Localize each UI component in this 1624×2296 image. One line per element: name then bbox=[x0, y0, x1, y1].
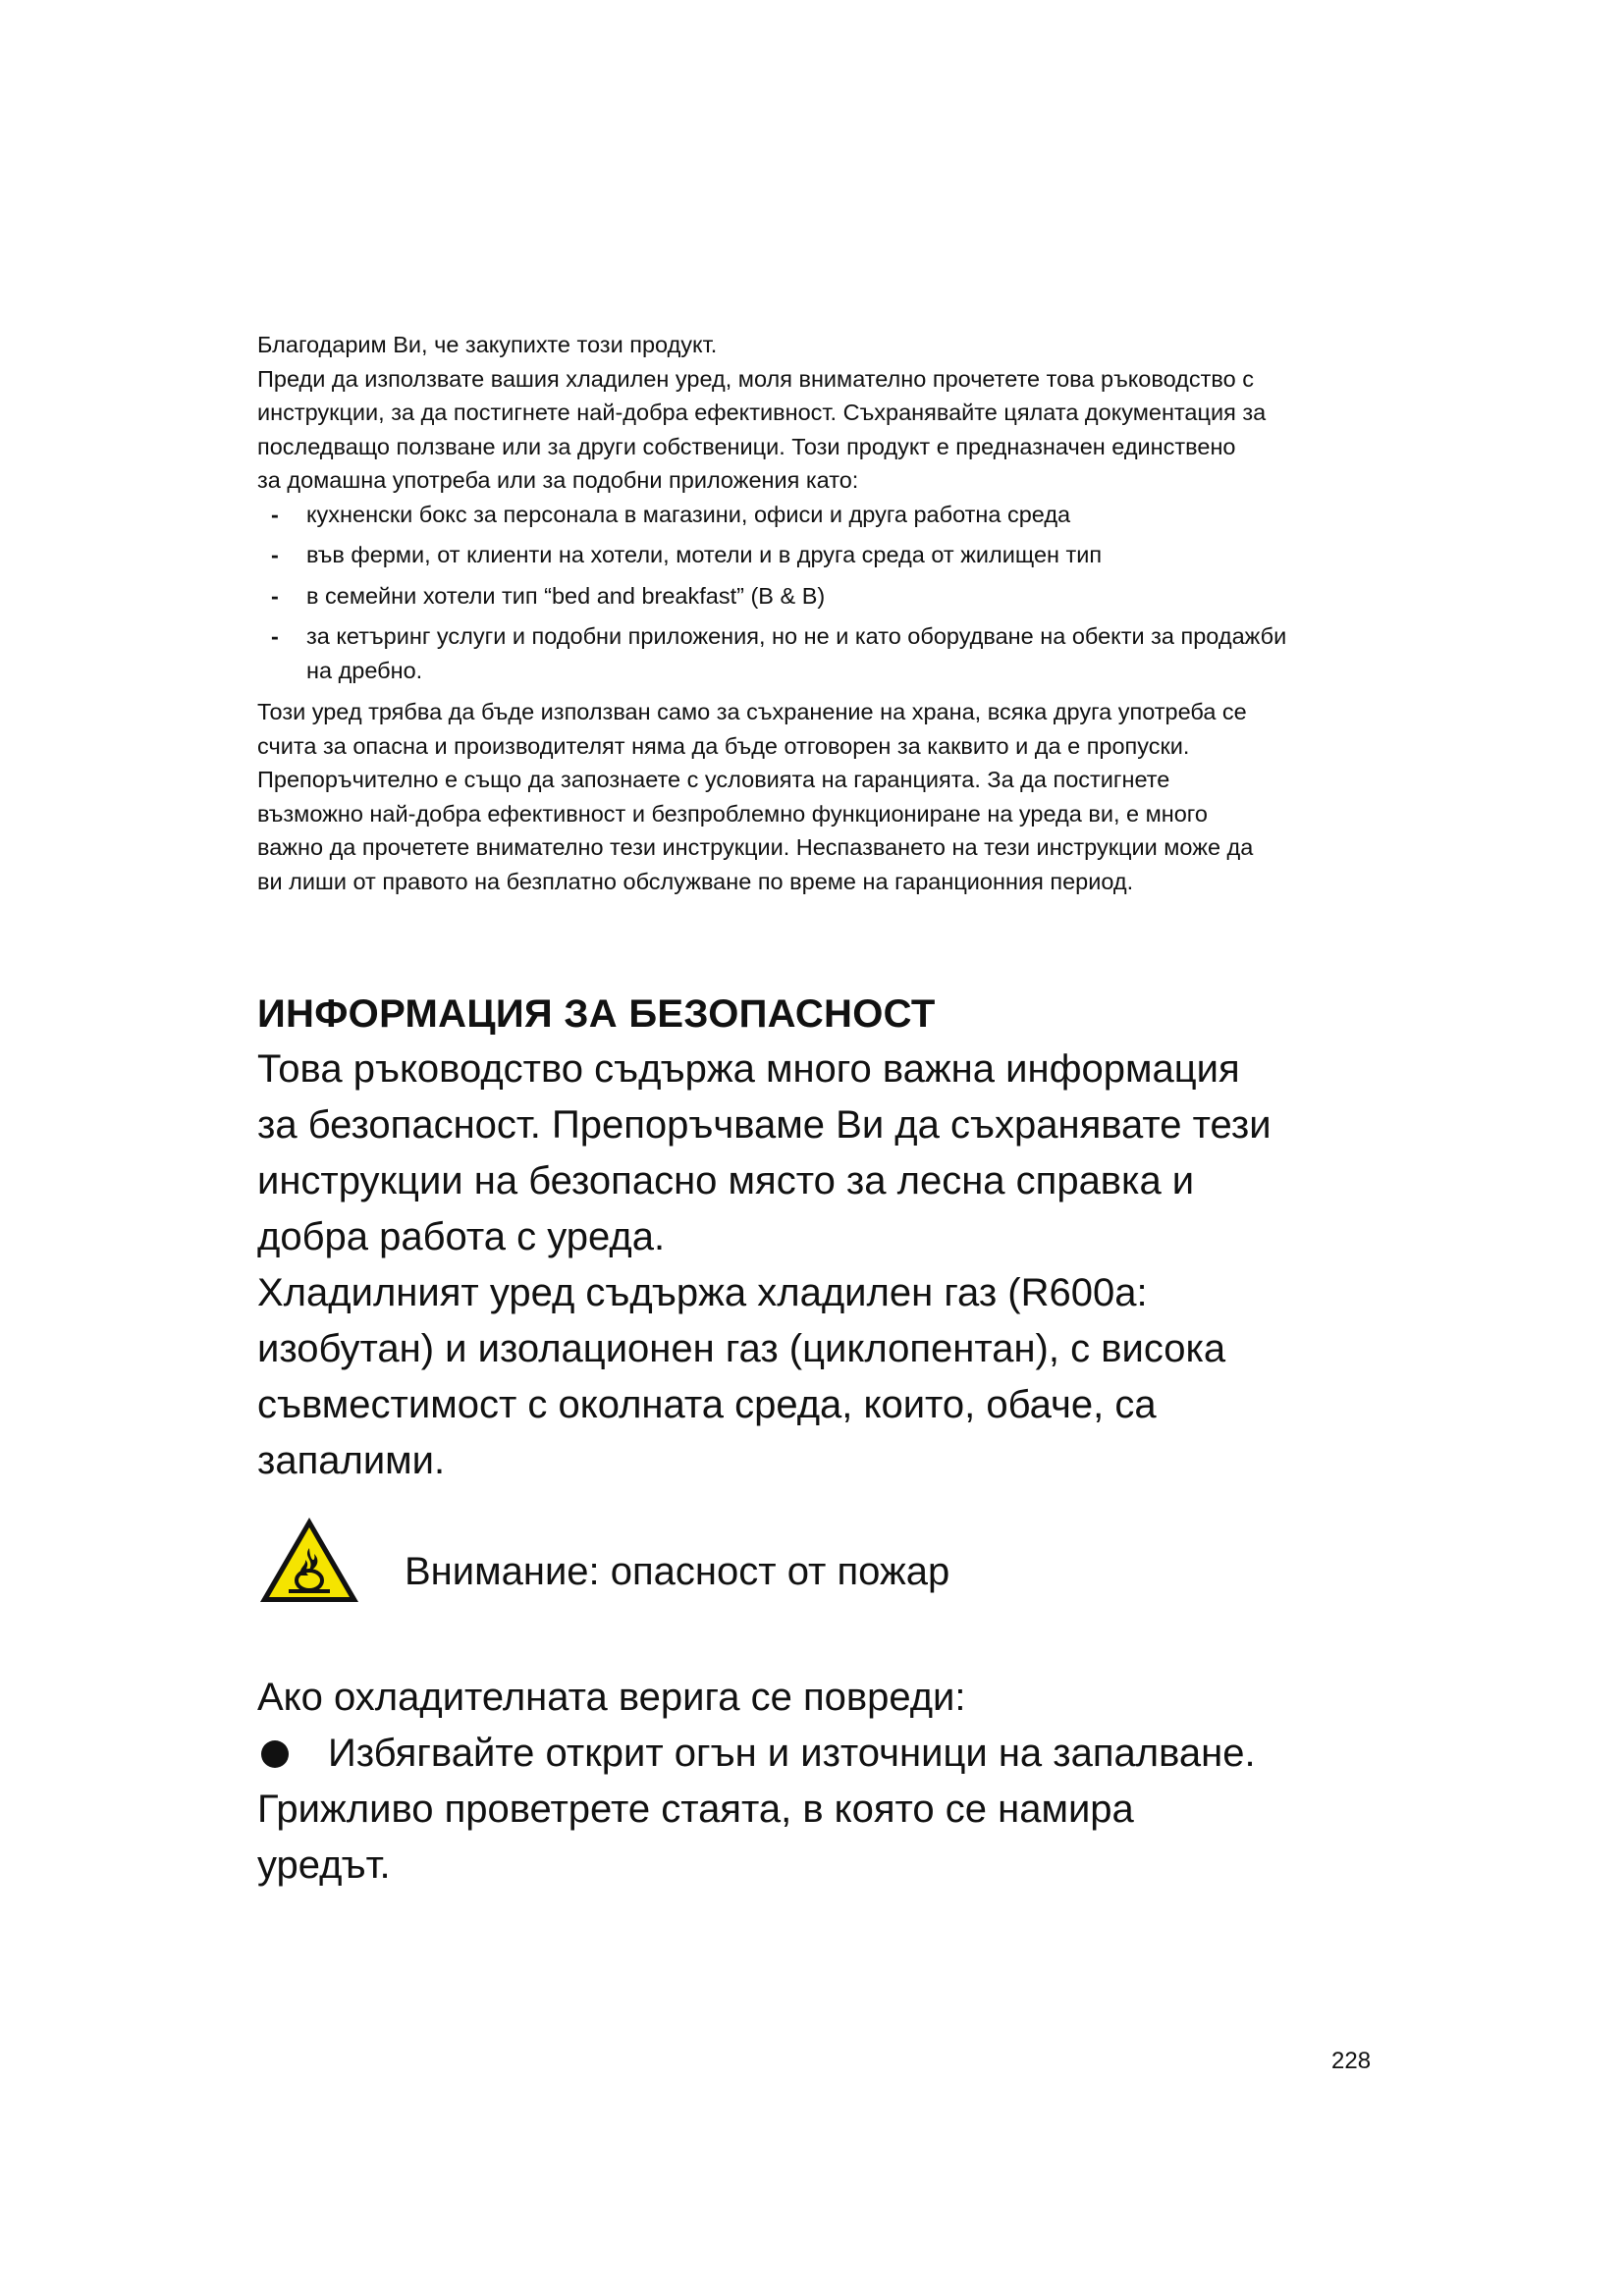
intro-line: Този уред трябва да бъде използван само за съхранение на храна, всяка друга употреба се bbox=[257, 699, 1247, 724]
safety-line: запалими. bbox=[257, 1439, 446, 1482]
circuit-line: уредът. bbox=[257, 1843, 391, 1887]
dash-marker: - bbox=[271, 501, 279, 527]
intro-line: Преди да използвате вашия хладилен уред, моля внимателно прочетете това ръководство с bbox=[257, 365, 1254, 392]
intro-line: за домашна употреба или за подобни приложения като: bbox=[257, 467, 859, 493]
safety-line: Това ръководство съдържа много важна информация bbox=[257, 1047, 1240, 1091]
safety-line: инструкции на безопасно място за лесна справка и bbox=[257, 1159, 1195, 1202]
intro-line: ви лиши от правото на безплатно обслужване по време на гаранционния период. bbox=[257, 868, 1134, 894]
list-item-text: във ферми, от клиенти на хотели, мотели и в друга среда от жилищен тип bbox=[306, 542, 1103, 567]
list-item bbox=[271, 498, 1386, 532]
intro-line: Препоръчително е също да запознаете с условията на гаранцията. За да постигнете bbox=[257, 767, 1170, 792]
intro-section bbox=[257, 328, 1386, 898]
dash-marker: - bbox=[271, 582, 279, 609]
list-item bbox=[271, 538, 1386, 572]
circuit-damage-section bbox=[257, 1670, 1416, 1894]
intro-paragraph-2 bbox=[257, 695, 1386, 898]
dash-marker: - bbox=[271, 623, 279, 649]
intro-line: Благодарим Ви, че закупихте този продукт. bbox=[257, 332, 718, 357]
fire-hazard-icon bbox=[257, 1515, 361, 1605]
safety-line: Хладилният уред съдържа хладилен газ (R600a: bbox=[257, 1271, 1148, 1314]
intro-line: инструкции, за да постигнете най-добра ефективност. Съхранявайте цялата документация за bbox=[257, 400, 1267, 425]
safety-line: за безопасност. Препоръчваме Ви да съхранявате тези bbox=[257, 1103, 1272, 1147]
list-item bbox=[271, 619, 1386, 687]
safety-paragraph-2 bbox=[257, 1265, 1416, 1489]
safety-line: изобутан) и изолационен газ (циклопентан), с висока bbox=[257, 1327, 1226, 1370]
intro-line: възможно най-добра ефективност и безпроблемно функциониране на уреда ви, е много bbox=[257, 800, 1208, 827]
list-item-text: в семейни хотели тип “bed and breakfast” (B & B) bbox=[306, 582, 826, 609]
page-number: 228 bbox=[1331, 2048, 1372, 2074]
intro-line: счита за опасна и производителят няма да бъде отговорен за каквито и да е пропуски. bbox=[257, 732, 1190, 759]
safety-line: добра работа с уреда. bbox=[257, 1215, 666, 1258]
list-item-text: за кетъринг услуги и подобни приложения, но не и като оборудване на обекти за продажби bbox=[306, 623, 1287, 649]
list-item-text: кухненски бокс за персонала в магазини, офиси и друга работна среда bbox=[306, 501, 1071, 527]
list-item bbox=[271, 579, 1386, 614]
safety-paragraph-1 bbox=[257, 1041, 1416, 1265]
usage-list bbox=[257, 498, 1386, 688]
circuit-bullet-text: Избягвайте открит огън и източници на запалване. bbox=[328, 1732, 1256, 1775]
dash-marker: - bbox=[271, 542, 279, 567]
list-item-continuation: на дребно. bbox=[306, 657, 423, 683]
list-item bbox=[257, 1726, 1416, 1782]
circuit-intro: Ако охладителната верига се повреди: bbox=[257, 1676, 966, 1719]
fire-warning bbox=[257, 1511, 1416, 1609]
circuit-line: Грижливо проветрете стаята, в която се намира bbox=[257, 1788, 1134, 1831]
intro-line: важно да прочетете внимателно тези инструкции. Неспазването на тези инструкции може да bbox=[257, 834, 1254, 860]
intro-line: последващо ползване или за други собственици. Този продукт е предназначен единствено bbox=[257, 433, 1236, 459]
safety-section bbox=[257, 987, 1416, 1894]
warning-text: Внимание: опасност от пожар bbox=[405, 1549, 950, 1593]
safety-line: съвместимост с околната среда, които, обаче, са bbox=[257, 1383, 1157, 1426]
safety-heading: ИНФОРМАЦИЯ ЗА БЕЗОПАСНОСТ bbox=[257, 992, 936, 1036]
bullet-dot-icon bbox=[261, 1740, 289, 1768]
